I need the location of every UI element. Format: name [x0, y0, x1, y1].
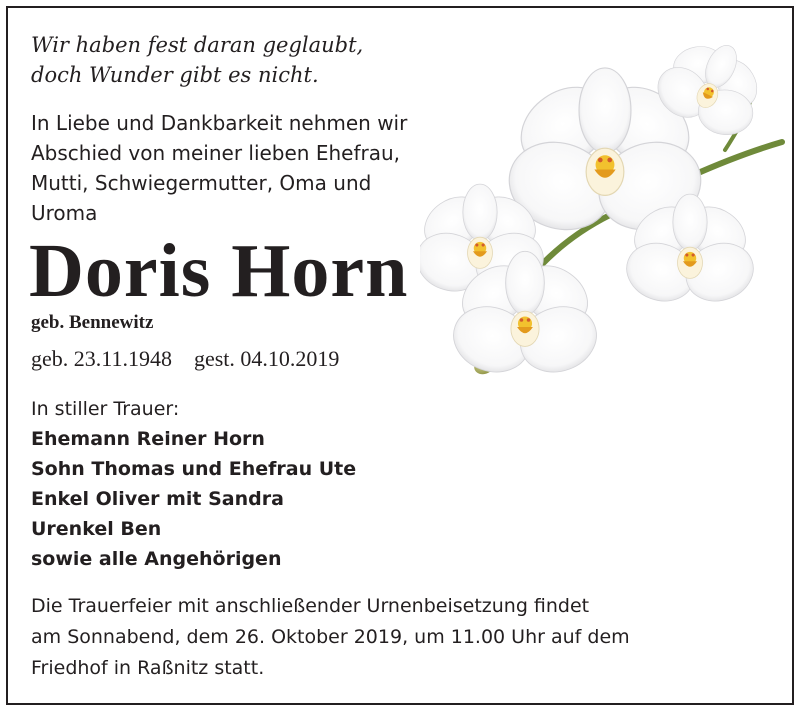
funeral-line: Friedhof in Raßnitz statt.	[31, 657, 265, 679]
motto-line: Wir haben fest daran geglaubt,	[31, 33, 364, 57]
death-date: gest. 04.10.2019	[193, 346, 340, 371]
deceased-name: Doris Horn	[29, 229, 409, 313]
funeral-info	[31, 591, 630, 684]
intro-line: Uroma	[31, 201, 98, 225]
intro-line: Mutti, Schwiegermutter, Oma und	[31, 171, 372, 195]
mourners-list	[31, 424, 356, 574]
mourner-item: Sohn Thomas und Ehefrau Ute	[31, 458, 357, 480]
intro-line: In Liebe und Dankbarkeit nehmen wir	[31, 111, 408, 135]
intro-text	[31, 108, 407, 228]
birth-date: geb. 23.11.1948	[31, 346, 172, 371]
maiden-name: geb. Bennewitz	[31, 312, 154, 333]
motto-verse	[31, 30, 363, 90]
intro-line: Abschied von meiner lieben Ehefrau,	[31, 141, 401, 165]
mourner-item: Enkel Oliver mit Sandra	[31, 488, 284, 510]
motto-line: doch Wunder gibt es nicht.	[31, 63, 319, 87]
mourning-label: In stiller Trauer:	[31, 398, 180, 420]
funeral-line: am Sonnabend, dem 26. Oktober 2019, um 11.00 Uhr auf dem	[31, 626, 630, 648]
mourner-item: Urenkel Ben	[31, 518, 162, 540]
mourner-item: Ehemann Reiner Horn	[31, 428, 265, 450]
funeral-line: Die Trauerfeier mit anschließender Urnenbeisetzung findet	[31, 595, 590, 617]
mourner-item: sowie alle Angehörigen	[31, 548, 282, 570]
orchid-icon	[420, 30, 790, 390]
life-dates	[31, 344, 339, 374]
